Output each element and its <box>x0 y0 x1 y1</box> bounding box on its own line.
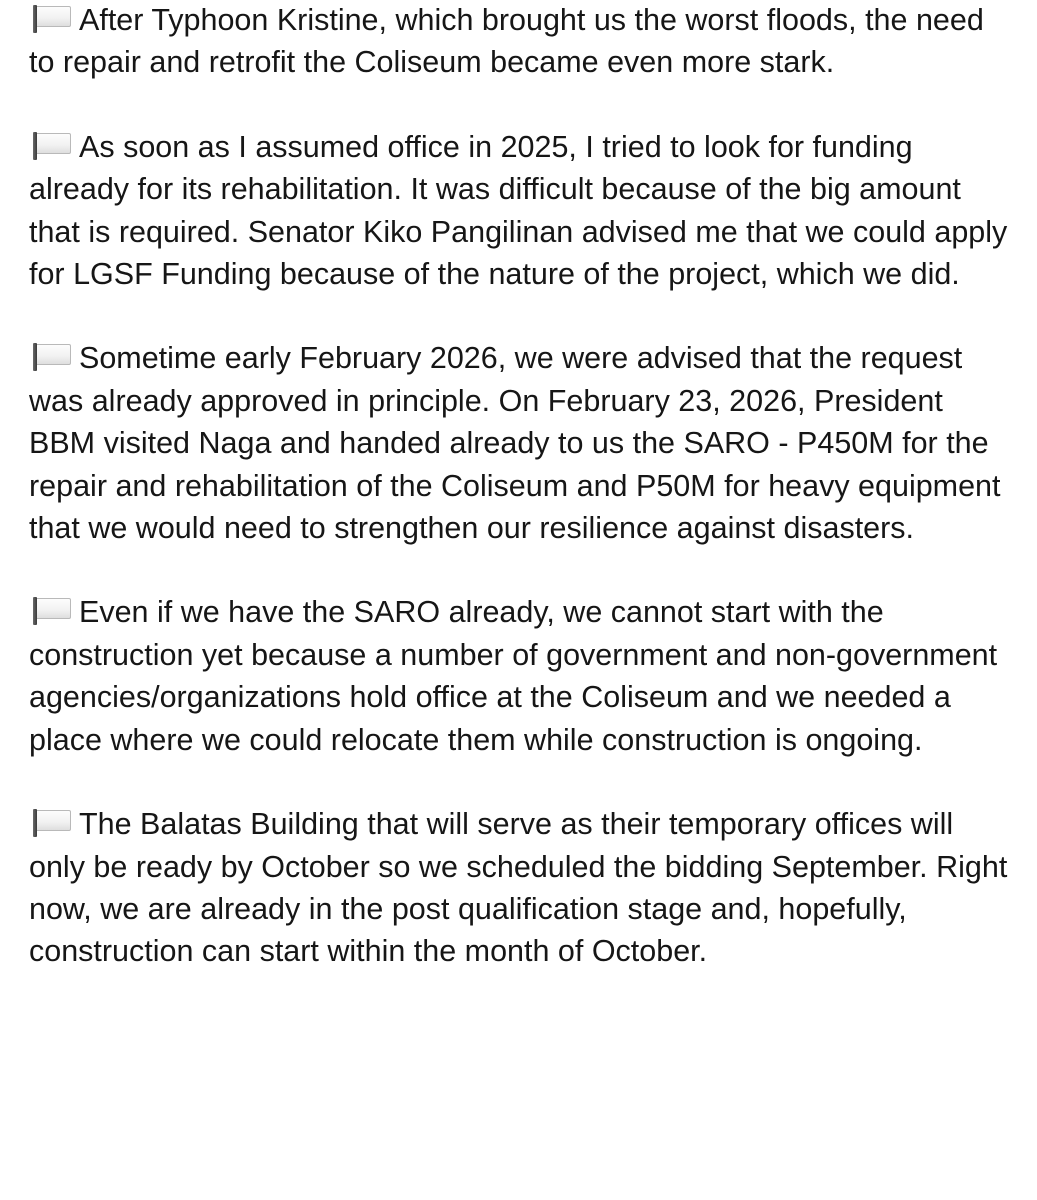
paragraph-3 <box>29 337 1017 549</box>
paragraph-2 <box>29 126 1017 296</box>
paragraph-5 <box>29 803 1017 973</box>
white-flag-icon <box>29 597 73 625</box>
paragraph-3-text: Sometime early February 2026, we were advised that the request was already approved in principle. On February 23, 2026, President BBM visited Naga and handed already to us the SARO - P450M for the repair and rehabilitation of the Coliseum and P50M for heavy equipment that we would need to strengthen our resilience against disasters. <box>29 341 1001 546</box>
paragraph-5-text: The Balatas Building that will serve as their temporary offices will only be ready by October so we scheduled the bidding September. Right now, we are already in the post qualification stage and, hopefully, construction can start within the month of October. <box>29 807 1008 969</box>
paragraph-2-text: As soon as I assumed office in 2025, I tried to look for funding already for its rehabilitation. It was difficult because of the big amount that is required. Senator Kiko Pangilinan advised me that we could apply for LGSF Funding because of the nature of the project, which we did. <box>29 129 1008 292</box>
white-flag-icon <box>29 343 73 371</box>
paragraph-1-text: After Typhoon Kristine, which brought us the worst floods, the need to repair and retrofit the Coliseum became even more stark. <box>29 3 984 80</box>
paragraph-4 <box>29 591 1017 761</box>
paragraph-4-text: Even if we have the SARO already, we cannot start with the construction yet because a number of government and non-government agencies/organizations hold office at the Coliseum and we needed a place where we could relocate them while construction is ongoing. <box>29 595 998 757</box>
white-flag-icon <box>29 809 73 837</box>
white-flag-icon <box>29 132 73 160</box>
white-flag-icon <box>29 5 73 33</box>
paragraph-1 <box>29 0 1017 84</box>
